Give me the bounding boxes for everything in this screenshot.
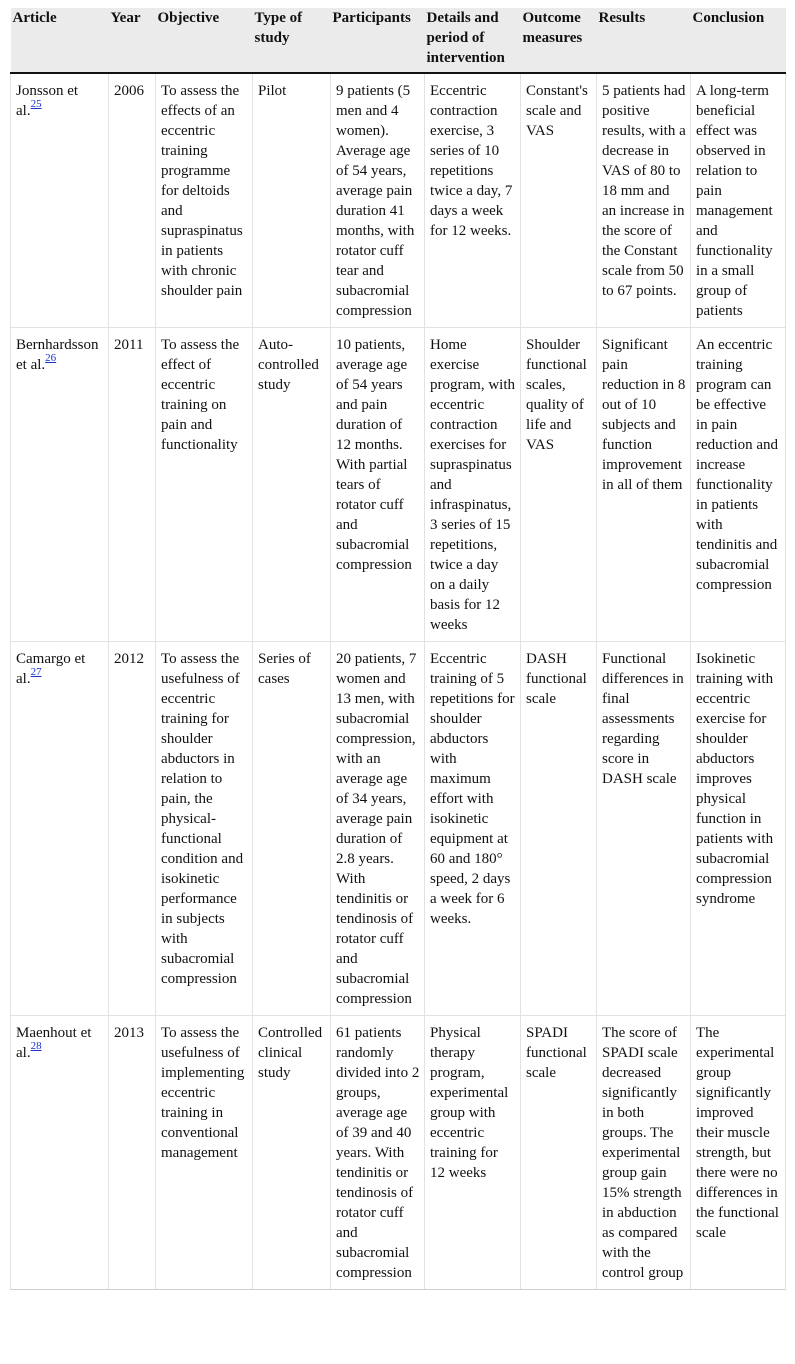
table-row	[11, 73, 786, 328]
table-row	[11, 328, 786, 642]
article-name: Jonsson et al.	[16, 83, 79, 119]
header-participants: Participants	[331, 8, 425, 73]
cell-outcome-measures: Shoulder functional scales, quality of life and VAS	[521, 328, 597, 642]
table-row	[11, 1016, 786, 1290]
cell-details: Eccentric training of 5 repetitions for shoulder abductors with maximum effort with isokinetic equipment at 60 and 180° speed, 2 days a week for 6 weeks.	[425, 642, 521, 1016]
table-header	[11, 8, 786, 73]
header-conclusion: Conclusion	[691, 8, 786, 73]
cell-results: 5 patients had positive results, with a decrease in VAS of 80 to 18 mm and an increase in the score of the Constant scale from 50 to 67 points.	[597, 73, 691, 328]
cell-article	[11, 73, 109, 328]
reference-link[interactable]: 27	[30, 666, 42, 678]
cell-conclusion: The experimental group significantly improved their muscle strength, but there were no differences in the functional scale	[691, 1016, 786, 1290]
header-details: Details and period of intervention	[425, 8, 521, 73]
cell-objective: To assess the effects of an eccentric training programme for deltoids and supraspinatus in patients with chronic shoulder pain	[156, 73, 253, 328]
cell-year: 2012	[109, 642, 156, 1016]
cell-outcome-measures: DASH functional scale	[521, 642, 597, 1016]
cell-details: Physical therapy program, experimental group with eccentric training for 12 weeks	[425, 1016, 521, 1290]
table-row	[11, 642, 786, 1016]
cell-year: 2013	[109, 1016, 156, 1290]
cell-objective: To assess the usefulness of eccentric training for shoulder abductors in relation to pain, the physical-functional condition and isokinetic performance in subjects with subacromial compression	[156, 642, 253, 1016]
cell-results: Functional differences in final assessments regarding score in DASH scale	[597, 642, 691, 1016]
cell-objective: To assess the effect of eccentric training on pain and functionality	[156, 328, 253, 642]
reference-link[interactable]: 26	[45, 352, 57, 364]
cell-type-of-study: Auto-controlled study	[253, 328, 331, 642]
cell-type-of-study: Controlled clinical study	[253, 1016, 331, 1290]
cell-type-of-study: Series of cases	[253, 642, 331, 1016]
cell-year: 2011	[109, 328, 156, 642]
header-row	[11, 8, 786, 73]
table-body	[11, 73, 786, 1290]
cell-outcome-measures: SPADI functional scale	[521, 1016, 597, 1290]
header-results: Results	[597, 8, 691, 73]
cell-article	[11, 328, 109, 642]
article-name: Bernhardsson et al.	[16, 337, 99, 373]
cell-participants: 20 patients, 7 women and 13 men, with subacromial compression, with an average age of 34 years, average pain duration of 2.8 years. With tendinitis or tendinosis of rotator cuff and subacromial compression	[331, 642, 425, 1016]
studies-table	[10, 8, 786, 1290]
cell-details: Home exercise program, with eccentric contraction exercises for supraspinatus and infraspinatus, 3 series of 15 repetitions, twice a day on a daily basis for 12 weeks	[425, 328, 521, 642]
cell-participants: 61 patients randomly divided into 2 groups, average age of 39 and 40 years. With tendinitis or tendinosis of rotator cuff and subacromial compression	[331, 1016, 425, 1290]
header-outcome-measures: Outcome measures	[521, 8, 597, 73]
cell-conclusion: Isokinetic training with eccentric exercise for shoulder abductors improves physical function in patients with subacromial compression syndrome	[691, 642, 786, 1016]
cell-results: Significant pain reduction in 8 out of 10 subjects and function improvement in all of them	[597, 328, 691, 642]
cell-participants: 9 patients (5 men and 4 women). Average age of 54 years, average pain duration 41 months, with rotator cuff tear and subacromial compression	[331, 73, 425, 328]
cell-article	[11, 642, 109, 1016]
cell-type-of-study: Pilot	[253, 73, 331, 328]
cell-conclusion: A long-term beneficial effect was observed in relation to pain management and functionality in a small group of patients	[691, 73, 786, 328]
header-objective: Objective	[156, 8, 253, 73]
article-name: Camargo et al.	[16, 651, 86, 687]
cell-outcome-measures: Constant's scale and VAS	[521, 73, 597, 328]
article-name: Maenhout et al.	[16, 1025, 92, 1061]
cell-conclusion: An eccentric training program can be effective in pain reduction and increase functionality in patients with tendinitis and subacromial compression	[691, 328, 786, 642]
cell-year: 2006	[109, 73, 156, 328]
header-article: Article	[11, 8, 109, 73]
header-type-of-study: Type of study	[253, 8, 331, 73]
reference-link[interactable]: 25	[30, 98, 42, 110]
cell-details: Eccentric contraction exercise, 3 series of 10 repetitions twice a day, 7 days a week for 12 weeks.	[425, 73, 521, 328]
cell-results: The score of SPADI scale decreased significantly in both groups. The experimental group gain 15% strength in abduction as compared with the control group	[597, 1016, 691, 1290]
header-year: Year	[109, 8, 156, 73]
cell-article	[11, 1016, 109, 1290]
cell-objective: To assess the usefulness of implementing eccentric training in conventional management	[156, 1016, 253, 1290]
reference-link[interactable]: 28	[30, 1040, 42, 1052]
cell-participants: 10 patients, average age of 54 years and pain duration of 12 months. With partial tears of rotator cuff and subacromial compression	[331, 328, 425, 642]
